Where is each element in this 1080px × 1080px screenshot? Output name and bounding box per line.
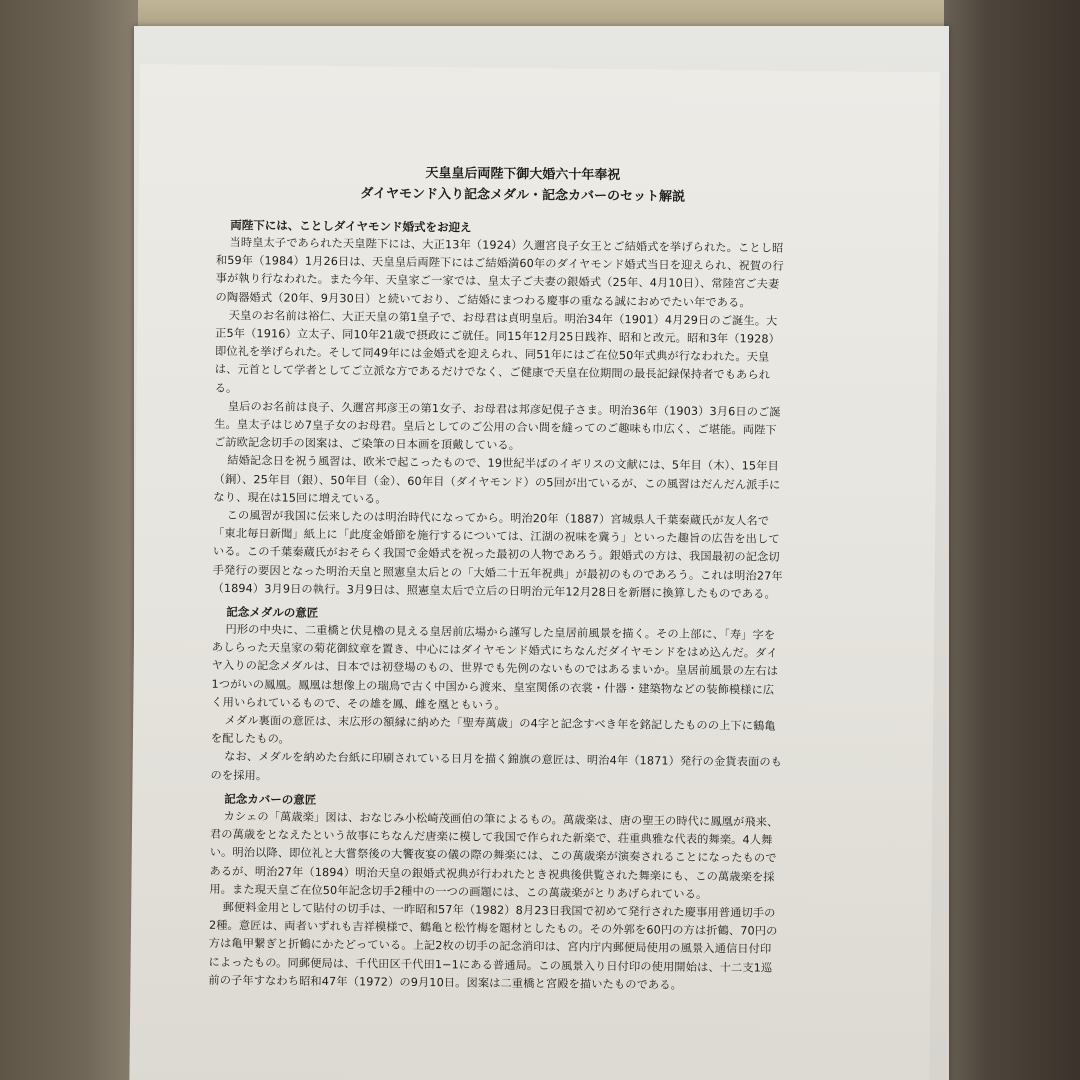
document-title-line-1: 天皇皇后両陛下御大婚六十年奉祝 — [425, 165, 621, 184]
paragraph: 結婚記念日を祝う風習は、欧米で起こったもので、19世紀半ばのイギリスの文献には、5年目（木）、15年目（銅）、25年目（銀）、50年目（金）、60年目（ダイヤモンド）の5回が出ているが、この風習はだんだん派手になり、現在は15回に増えている。 — [213, 454, 781, 506]
section-heading-cover-design: 記念カバーの意匠 — [224, 791, 317, 807]
paragraph: 円形の中央に、二重橋と伏見櫓の見える皇居前広場から謹写した皇居前風景を描く。その上部に、「寿」字をあしらった天皇家の菊花御紋章を置き、中心にはダイヤモンド婚式にちなんだダイヤモンドをはめ込んだ。ダイヤ入りの記念メダルは、日本では初登場のもの、世界でも先例のないものではあるまいか。皇居前風景の左右は1つがいの鳳凰。鳳凰は想像上の瑞鳥で古く中国から渡来、皇室関係の衣裳・什器・建築物などの装飾模様に広く用いられているもので、その雄を鳳、雌を凰ともいう。 — [211, 622, 779, 712]
document-body — [208, 161, 789, 996]
paragraph: カシェの「萬歳楽」図は、おなじみ小松崎茂画伯の筆によるもの。萬歳楽は、唐の聖王の時代に鳳凰が飛来、君の萬歳をとなえたという故事にちなんだ唐楽に模して我国で作られた新楽で、荘重典雅な代表的舞楽。4人舞い。明治以降、即位礼と大嘗祭後の大饗夜宴の儀の際の舞楽には、この萬歳楽が演奏されることになったものであるが、明治27年（1894）明治天皇の銀婚式祝典が行われたとき祝典後供覧された舞楽にも、この萬歳楽を採用。また現天皇ご在位50年記念切手2種中の一つの画題には、この萬歳楽がとりあげられている。 — [209, 809, 779, 901]
paragraph: この風習が我国に伝来したのは明治時代になってから。明治20年（1887）宮城県人千葉秦蔵氏が友人名で「東北毎日新聞」紙上に「此度金婚節を施行するについては、江湖の祝味を冀う」といった趣旨の広告を出している。この千葉秦蔵氏がおそらく我国で金婚式を祝った最初の人物であろう。銀婚式の方は、我国最初の記念切手発行の要因となった明治天皇と照憲皇太后との「大婚二十五年祝典」が最初のものであろう。これは明治27年（1894）3月9日の執行。3月9日は、照憲皇太后で立后の日明治元年12月28日を新暦に換算したものである。 — [212, 508, 783, 601]
paragraph: 皇后のお名前は良子、久邇宮邦彦王の第1女子、お母君は邦彦妃俔子さま。明治36年（1903）3月6日のご誕生。皇太子はじめ7皇子女のお母君。皇后としてのご公用の合い間を縫ってのご趣味も巾広く、ご堪能。両陛下ご訪欧記念切手の図案は、ご染筆の日本画を頂戴している。 — [213, 399, 781, 453]
paragraph: 当時皇太子であられた天皇陛下には、大正13年（1924）久邇宮良子女王とご結婚式を挙げられた。ことし昭和59年（1984）1月26日は、天皇皇后両陛下にはご結婚満60年のダイヤモンド婚式当日を迎えられ、祝賀の行事が執り行なわれた。また今年、天皇家ご一家では、皇太子ご夫妻の銀婚式（25年、4月10日）、常陸宮ご夫妻の陶器婚式（20年、9月30日）と続いており、ご結婚にまつわる慶事の重なる誠におめでたい年である。 — [215, 235, 784, 310]
paragraph: メダル裏面の意匠は、末広形の額縁に納めた「聖寿萬歳」の4字と記念すべき年を銘記したものの上下に鶴亀を配したもの。 — [210, 714, 776, 746]
paragraph: 郵便料金用として貼付の切手は、一昨昭和57年（1982）8月23日我国で初めて発行された慶事用普通切手の2種。意匠は、両者いずれも吉祥模様で、鶴亀と松竹梅を題材としたもの。その外郭を60円の方は折鶴、70円の方は亀甲繋ぎと折鶴にかたどっている。上記2枚の切手の記念消印は、宮内庁内郵便局使用の風景入通信日付印によったもの。同郵便局は、千代田区千代田1−1にある普通局。この風景入り日付印の使用開始は、十二支1巡前の子年すなわち昭和47年（1972）の9月10日。図案は二重橋と宮殿を描いたものである。 — [208, 900, 778, 992]
background-right — [944, 0, 1080, 1080]
background-left — [0, 0, 138, 1080]
paragraph: なお、メダルを納めた台紙に印刷されている日月を描く錦旗の意匠は、明治4年（1871）発行の金貨表面のものを採用。 — [210, 750, 783, 783]
section-heading-medal-design: 記念メダルの意匠 — [226, 604, 319, 620]
document-sheet — [129, 64, 940, 1080]
paragraph: 天皇のお名前は裕仁、大正天皇の第1皇子で、お母君は貞明皇后。明治34年（1901）4月29日のご誕生。大正5年（1916）立太子、同10年21歳で摂政にご就任。同15年12月25日践祚、昭和と改元。昭和3年（1928）即位礼を挙げられた。そして同49年には金婚式を迎えられ、同51年にはご在位50年式典が行なわれた。天皇は、元首として学者としてご立派な方であるだけでなく、ご健康で天皇在位期間の最長記録保持者でもあられる。 — [214, 308, 781, 395]
section-heading-diamond-anniversary: 両陛下には、ことしダイヤモンド婚式をお迎え — [230, 217, 472, 235]
document-title-line-2: ダイヤモンド入り記念メダル・記念カバーのセット解説 — [360, 186, 686, 205]
